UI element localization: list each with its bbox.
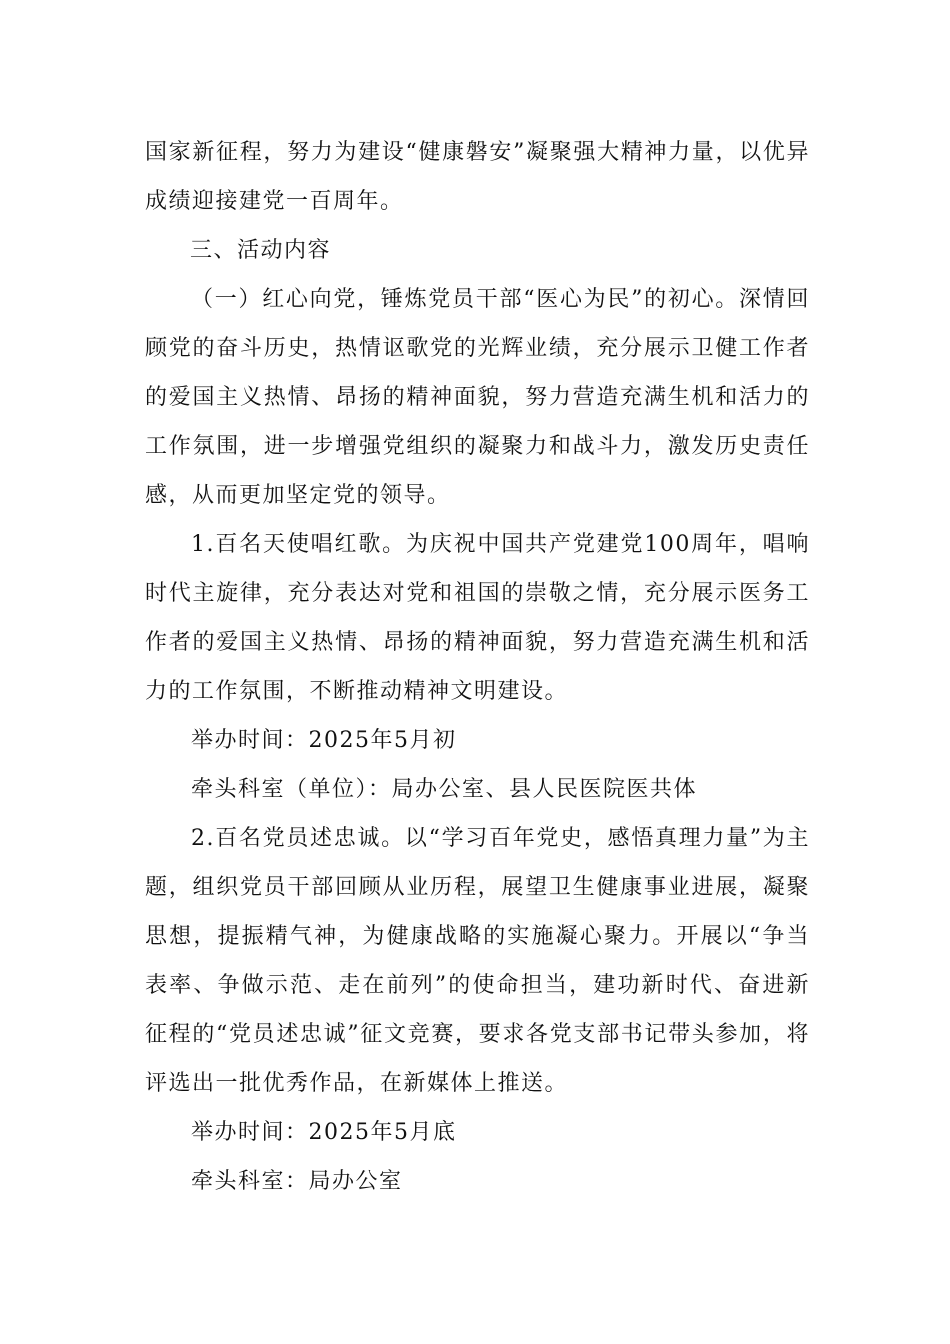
section-heading-activity-content: 三、活动内容	[190, 238, 332, 263]
paragraph-angels-sing: 1.百名天使唱红歌。为庆祝中国共产党建党100周年，唱响时代主旋律，充分表达对党和祖国的崇敬之情，充分展示医务工作者的爱国主义热情、昂扬的精神面貌，努力营造充满生机和活力的工作氛围，不断推动精神文明建设。	[145, 532, 810, 704]
paragraph-time-1: 举办时间：2025年5月初	[191, 728, 457, 753]
paragraph-continuation: 国家新征程，努力为建设“健康磐安”凝聚强大精神力量，以优异成绩迎接建党一百周年。	[145, 140, 810, 214]
paragraph-dept-1: 牵头科室（单位）：局办公室、县人民医院医共体	[191, 777, 698, 802]
paragraph-party-members: 2.百名党员述忠诚。以“学习百年党史，感悟真理力量”为主题，组织党员干部回顾从业历程，展望卫生健康事业进展，凝聚思想，提振精气神，为健康战略的实施凝心聚力。开展以“争当表率、争做示范、走在前列”的使命担当，建功新时代、奋进新征程的“党员述忠诚”征文竞赛，要求各党支部书记带头参加，将评选出一批优秀作品，在新媒体上推送。	[145, 826, 810, 1096]
paragraph-red-heart: （一）红心向党，锤炼党员干部“医心为民”的初心。深情回顾党的奋斗历史，热情讴歌党的光辉业绩，充分展示卫健工作者的爱国主义热情、昂扬的精神面貌，努力营造充满生机和活力的工作氛围，进一步增强党组织的凝聚力和战斗力，激发历史责任感，从而更加坚定党的领导。	[145, 287, 810, 508]
paragraph-dept-2: 牵头科室：局办公室	[191, 1169, 403, 1194]
paragraph-time-2: 举办时间：2025年5月底	[191, 1120, 457, 1145]
